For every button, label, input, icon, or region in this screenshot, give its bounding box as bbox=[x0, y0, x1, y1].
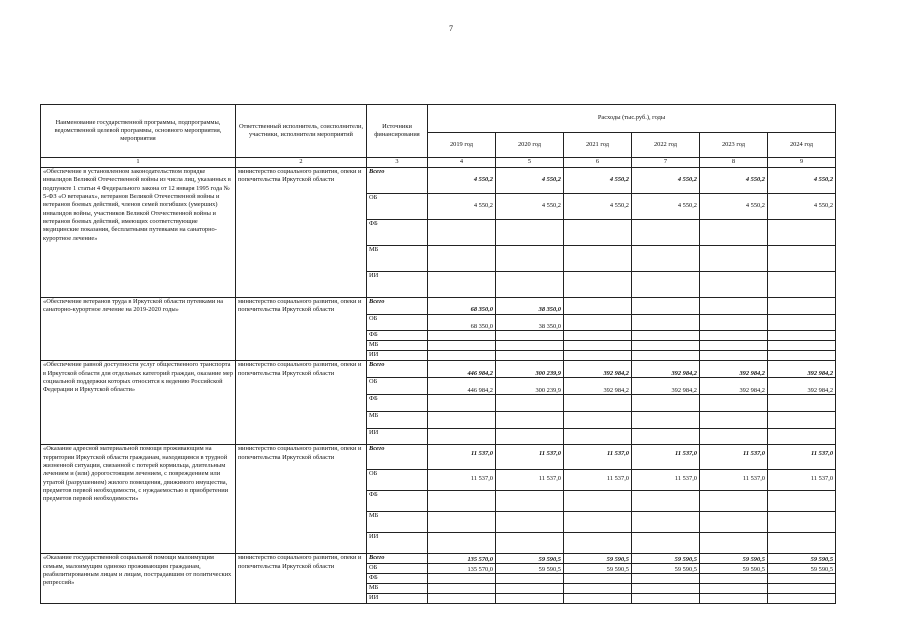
measure-name: «Оказание адресной материальной помощи проживающим на территории Иркутской области гражданам, находящимся в трудной жизненной ситуации, связанной с потерей кормильца, длительным лечением и (или) дорогостоящим лечением, с повреждением или утратой (разрушением) жилого помещения, движимого имущества, предметов первой необходимости, с нуждаемостью в приобретении предметов первой необходимости» bbox=[41, 445, 236, 554]
funding-source: ФБ bbox=[367, 574, 428, 584]
expense-value bbox=[428, 331, 496, 341]
funding-source: МБ bbox=[367, 412, 428, 429]
expense-value: 59 590,5 bbox=[768, 564, 836, 574]
expense-value: 4 550,2 bbox=[564, 194, 632, 220]
header-executor: Ответственный исполнитель, соисполнители, участники, исполнители мероприятий bbox=[236, 105, 367, 158]
expense-value bbox=[700, 533, 768, 554]
funding-source: МБ bbox=[367, 584, 428, 594]
expense-value bbox=[768, 272, 836, 298]
expense-value: 59 590,5 bbox=[496, 554, 564, 564]
expense-value: 11 537,0 bbox=[700, 470, 768, 491]
expense-value bbox=[564, 594, 632, 604]
expense-value bbox=[700, 351, 768, 361]
expense-value bbox=[768, 395, 836, 412]
expense-value bbox=[768, 341, 836, 351]
expense-value bbox=[564, 574, 632, 584]
expense-value bbox=[496, 246, 564, 272]
measure-name: «Оказание государственной социальной помощи малоимущим семьям, малоимущим одиноко проживающим гражданам, реабилитированным лицам и лицам, пострадавшим от политических репрессий» bbox=[41, 554, 236, 604]
funding-source: ИИ bbox=[367, 594, 428, 604]
expense-value bbox=[768, 314, 836, 331]
expense-value bbox=[564, 412, 632, 429]
expense-value bbox=[768, 220, 836, 246]
header-year-2019: 2019 год bbox=[428, 132, 496, 157]
column-number: 2 bbox=[236, 158, 367, 168]
expense-value: 38 350,0 bbox=[496, 314, 564, 331]
expense-value bbox=[428, 584, 496, 594]
expense-value: 4 550,2 bbox=[496, 194, 564, 220]
expense-value bbox=[768, 512, 836, 533]
expense-value bbox=[496, 491, 564, 512]
expense-value: 68 350,0 bbox=[428, 298, 496, 315]
header-name: Наименование государственной программы, подпрограммы, ведомственной целевой программы, основного мероприятия, мероприятия bbox=[41, 105, 236, 158]
expense-value bbox=[496, 331, 564, 341]
expense-value bbox=[700, 341, 768, 351]
measure-name: «Обеспечение ветеранов труда в Иркутской области путевками на санаторно-курортное лечение на 2019-2020 годы» bbox=[41, 298, 236, 361]
expense-value: 4 550,2 bbox=[700, 168, 768, 194]
expense-value: 300 239,9 bbox=[496, 361, 564, 378]
expense-value bbox=[428, 341, 496, 351]
expense-value bbox=[428, 395, 496, 412]
expense-value bbox=[564, 512, 632, 533]
header-year-2020: 2020 год bbox=[496, 132, 564, 157]
expense-value bbox=[632, 395, 700, 412]
expense-value bbox=[496, 429, 564, 445]
expense-value: 11 537,0 bbox=[632, 445, 700, 470]
expense-value: 68 350,0 bbox=[428, 314, 496, 331]
funding-source: МБ bbox=[367, 246, 428, 272]
funding-source: Всего bbox=[367, 298, 428, 315]
expense-value bbox=[632, 246, 700, 272]
funding-source: ОБ bbox=[367, 194, 428, 220]
expense-value: 59 590,5 bbox=[496, 564, 564, 574]
funding-source: ИИ bbox=[367, 351, 428, 361]
expense-value bbox=[632, 512, 700, 533]
table-row bbox=[41, 554, 836, 564]
expense-value bbox=[768, 246, 836, 272]
expense-value bbox=[700, 331, 768, 341]
expense-value bbox=[496, 272, 564, 298]
expense-value: 4 550,2 bbox=[496, 168, 564, 194]
table-row bbox=[41, 361, 836, 378]
expense-value bbox=[564, 314, 632, 331]
expense-value bbox=[564, 341, 632, 351]
expense-value bbox=[632, 220, 700, 246]
expense-value bbox=[700, 298, 768, 315]
expense-value bbox=[700, 491, 768, 512]
executor: министерство социального развития, опеки и попечительства Иркутской области bbox=[236, 168, 367, 298]
expense-value bbox=[768, 351, 836, 361]
expense-value bbox=[700, 220, 768, 246]
expense-value bbox=[700, 314, 768, 331]
expense-value: 446 984,2 bbox=[428, 361, 496, 378]
expense-value bbox=[700, 272, 768, 298]
expense-value: 59 590,5 bbox=[564, 564, 632, 574]
expense-value: 392 984,2 bbox=[700, 361, 768, 378]
expense-value: 59 590,5 bbox=[768, 554, 836, 564]
funding-source: ФБ bbox=[367, 491, 428, 512]
expense-value bbox=[632, 533, 700, 554]
funding-source: МБ bbox=[367, 341, 428, 351]
expense-value bbox=[632, 594, 700, 604]
table-row bbox=[41, 298, 836, 315]
expense-value bbox=[632, 331, 700, 341]
expense-value bbox=[768, 584, 836, 594]
expense-value: 392 984,2 bbox=[700, 378, 768, 395]
funding-source: ФБ bbox=[367, 220, 428, 246]
expense-value bbox=[564, 246, 632, 272]
expense-value bbox=[496, 512, 564, 533]
expense-value bbox=[768, 429, 836, 445]
column-number: 7 bbox=[632, 158, 700, 168]
expense-value bbox=[428, 512, 496, 533]
column-number: 1 bbox=[41, 158, 236, 168]
expense-value bbox=[768, 412, 836, 429]
expense-value bbox=[700, 429, 768, 445]
column-number: 9 bbox=[768, 158, 836, 168]
expense-value: 4 550,2 bbox=[768, 168, 836, 194]
expense-value bbox=[768, 298, 836, 315]
expense-value bbox=[632, 298, 700, 315]
expense-value: 11 537,0 bbox=[428, 470, 496, 491]
expense-value: 4 550,2 bbox=[632, 194, 700, 220]
measure-name: «Обеспечение равной доступности услуг общественного транспорта в Иркутской области для отдельных категорий граждан, оказание мер социальной поддержки которых относится к ведению Российской Федерации и Иркутской области» bbox=[41, 361, 236, 445]
expense-value bbox=[700, 412, 768, 429]
expense-value bbox=[632, 429, 700, 445]
measure-name: «Обеспечение в установленном законодательством порядке инвалидов Великой Отечественной войны из числа лиц, указанных в подпункте 1 статьи 4 Федерального закона от 12 января 1995 года № 5-ФЗ «О ветеранах», ветеранов Великой Отечественной войны и ветеранов боевых действий, членов семей погибших (умерших) инвалидов войны, участников Великой Отечественной войны и ветеранов боевых действий, имеющих соответствующие медицинские показания, бесплатными путевками на санаторно-курортное лечение» bbox=[41, 168, 236, 298]
expense-value: 300 239,9 bbox=[496, 378, 564, 395]
expense-value bbox=[768, 331, 836, 341]
funding-source: ИИ bbox=[367, 533, 428, 554]
expense-value bbox=[428, 574, 496, 584]
expense-value bbox=[768, 594, 836, 604]
expense-value bbox=[564, 220, 632, 246]
expense-value bbox=[632, 341, 700, 351]
expense-value: 135 570,0 bbox=[428, 564, 496, 574]
expense-value bbox=[700, 584, 768, 594]
expense-value: 392 984,2 bbox=[564, 378, 632, 395]
column-number: 3 bbox=[367, 158, 428, 168]
table-row bbox=[41, 445, 836, 470]
expense-value bbox=[428, 246, 496, 272]
expense-value: 11 537,0 bbox=[768, 445, 836, 470]
funding-source: ОБ bbox=[367, 470, 428, 491]
expense-value bbox=[564, 298, 632, 315]
expense-value bbox=[496, 584, 564, 594]
page-number: 7 bbox=[449, 24, 453, 33]
budget-table bbox=[40, 104, 836, 604]
column-number: 4 bbox=[428, 158, 496, 168]
expense-value: 392 984,2 bbox=[564, 361, 632, 378]
expense-value: 4 550,2 bbox=[428, 168, 496, 194]
funding-source: ФБ bbox=[367, 331, 428, 341]
expense-value bbox=[496, 594, 564, 604]
header-year-2022: 2022 год bbox=[632, 132, 700, 157]
executor: министерство социального развития, опеки и попечительства Иркутской области bbox=[236, 361, 367, 445]
executor: министерство социального развития, опеки и попечительства Иркутской области bbox=[236, 298, 367, 361]
expense-value bbox=[496, 220, 564, 246]
expense-value bbox=[496, 574, 564, 584]
expense-value: 4 550,2 bbox=[428, 194, 496, 220]
funding-source: Всего bbox=[367, 361, 428, 378]
expense-value bbox=[564, 584, 632, 594]
funding-source: ОБ bbox=[367, 378, 428, 395]
table-row bbox=[41, 168, 836, 194]
column-number: 5 bbox=[496, 158, 564, 168]
expense-value bbox=[564, 533, 632, 554]
expense-value bbox=[564, 351, 632, 361]
expense-value: 11 537,0 bbox=[632, 470, 700, 491]
expense-value: 11 537,0 bbox=[700, 445, 768, 470]
expense-value: 4 550,2 bbox=[700, 194, 768, 220]
expense-value bbox=[632, 412, 700, 429]
expense-value bbox=[700, 594, 768, 604]
expense-value bbox=[564, 429, 632, 445]
expense-value: 392 984,2 bbox=[768, 361, 836, 378]
expense-value bbox=[632, 314, 700, 331]
expense-value: 59 590,5 bbox=[700, 564, 768, 574]
expense-value: 59 590,5 bbox=[700, 554, 768, 564]
expense-value: 446 984,2 bbox=[428, 378, 496, 395]
expense-value bbox=[428, 594, 496, 604]
expense-value: 38 350,0 bbox=[496, 298, 564, 315]
expense-value bbox=[428, 412, 496, 429]
expense-value bbox=[496, 351, 564, 361]
column-number: 6 bbox=[564, 158, 632, 168]
expense-value bbox=[632, 491, 700, 512]
executor: министерство социального развития, опеки и попечительства Иркутской области bbox=[236, 445, 367, 554]
header-year-2023: 2023 год bbox=[700, 132, 768, 157]
header-source: Источники финансирования bbox=[367, 105, 428, 158]
expense-value bbox=[496, 341, 564, 351]
expense-value: 392 984,2 bbox=[632, 361, 700, 378]
funding-source: ОБ bbox=[367, 564, 428, 574]
funding-source: МБ bbox=[367, 512, 428, 533]
expense-value: 59 590,5 bbox=[564, 554, 632, 564]
expense-value: 11 537,0 bbox=[564, 445, 632, 470]
expense-value bbox=[768, 491, 836, 512]
expense-value bbox=[700, 246, 768, 272]
funding-source: ФБ bbox=[367, 395, 428, 412]
expense-value bbox=[428, 220, 496, 246]
expense-value bbox=[496, 395, 564, 412]
expense-value: 11 537,0 bbox=[496, 445, 564, 470]
expense-value: 4 550,2 bbox=[564, 168, 632, 194]
funding-source: Всего bbox=[367, 554, 428, 564]
expense-value: 4 550,2 bbox=[632, 168, 700, 194]
expense-value bbox=[700, 395, 768, 412]
funding-source: ИИ bbox=[367, 272, 428, 298]
executor: министерство социального развития, опеки и попечительства Иркутской области bbox=[236, 554, 367, 604]
expense-value bbox=[428, 429, 496, 445]
expense-value: 11 537,0 bbox=[496, 470, 564, 491]
expense-value bbox=[496, 533, 564, 554]
funding-source: Всего bbox=[367, 445, 428, 470]
expense-value: 11 537,0 bbox=[768, 470, 836, 491]
funding-source: ИИ bbox=[367, 429, 428, 445]
funding-source: ОБ bbox=[367, 314, 428, 331]
expense-value bbox=[768, 533, 836, 554]
expense-value: 4 550,2 bbox=[768, 194, 836, 220]
expense-value bbox=[496, 412, 564, 429]
expense-value bbox=[564, 395, 632, 412]
expense-value bbox=[700, 512, 768, 533]
funding-source: Всего bbox=[367, 168, 428, 194]
expense-value bbox=[564, 331, 632, 341]
expense-value: 11 537,0 bbox=[428, 445, 496, 470]
expense-value: 11 537,0 bbox=[564, 470, 632, 491]
header-year-2024: 2024 год bbox=[768, 132, 836, 157]
expense-value bbox=[564, 491, 632, 512]
header-year-2021: 2021 год bbox=[564, 132, 632, 157]
expense-value: 59 590,5 bbox=[632, 564, 700, 574]
expense-value bbox=[632, 574, 700, 584]
expense-value: 392 984,2 bbox=[632, 378, 700, 395]
expense-value bbox=[564, 272, 632, 298]
expense-value bbox=[428, 491, 496, 512]
expense-value bbox=[632, 584, 700, 594]
expense-value bbox=[428, 351, 496, 361]
header-expenses: Расходы (тыс.руб.), годы bbox=[428, 105, 836, 133]
expense-value: 59 590,5 bbox=[632, 554, 700, 564]
expense-value bbox=[632, 272, 700, 298]
table-body bbox=[41, 168, 836, 604]
column-number: 8 bbox=[700, 158, 768, 168]
expense-value bbox=[632, 351, 700, 361]
expense-value bbox=[768, 574, 836, 584]
expense-value bbox=[428, 272, 496, 298]
expense-value bbox=[700, 574, 768, 584]
expense-value bbox=[428, 533, 496, 554]
expense-value: 392 984,2 bbox=[768, 378, 836, 395]
expense-value: 135 570,0 bbox=[428, 554, 496, 564]
